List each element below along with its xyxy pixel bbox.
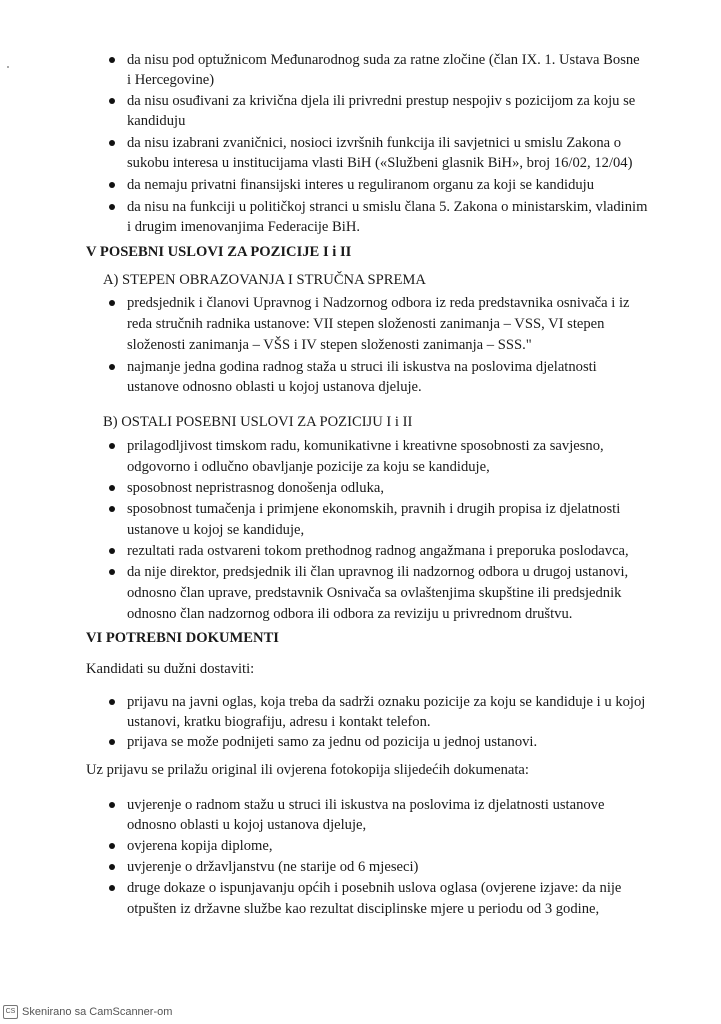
camscanner-logo-icon: CS bbox=[3, 1005, 18, 1019]
bullet-icon bbox=[109, 864, 115, 870]
bullet-icon bbox=[109, 57, 115, 63]
bullet-icon bbox=[109, 182, 115, 188]
bullet-icon bbox=[109, 739, 115, 745]
bullet-icon bbox=[109, 885, 115, 891]
list-item-line: da nije direktor, predsjednik ili član upravnog ili nadzornog odbora u drugoj ustanovi, bbox=[127, 564, 629, 580]
bullet-icon bbox=[109, 699, 115, 705]
list-item-line: odnosno oblasti u kojoj ustanova djeluje, bbox=[127, 817, 367, 833]
scan-artifact bbox=[7, 66, 9, 68]
subsection-b-heading: B) OSTALI POSEBNI USLOVI ZA POZICIJU I i II bbox=[103, 414, 413, 430]
subsection-a-heading: A) STEPEN OBRAZOVANJA I STRUČNA SPREMA bbox=[103, 272, 426, 288]
bullet-icon bbox=[109, 506, 115, 512]
list-item-line: reda stručnih radnika ustanove: VII stepen složenosti zanimanja – VSS, VI stepen bbox=[127, 316, 605, 332]
list-item-line: predsjednik i članovi Upravnog i Nadzornog odbora iz reda predstavnika osnivača i iz bbox=[127, 295, 630, 311]
list-item-line: ustanove odnosno oblasti u kojoj ustanova djeluje. bbox=[127, 379, 422, 395]
list-item-line: sposobnost tumačenja i primjene ekonomskih, pravnih i drugih propisa iz djelatnosti bbox=[127, 501, 621, 517]
list-item-line: ustanove u kojoj se kandiduje, bbox=[127, 522, 305, 538]
watermark-text: Skenirano sa CamScanner-om bbox=[22, 1006, 173, 1018]
bullet-icon bbox=[109, 802, 115, 808]
list-item-line: odnosno član uprave, predstavnik Osnivača sa ovlaštenjima skupštine ili predsjednik bbox=[127, 585, 622, 601]
bullet-icon bbox=[109, 548, 115, 554]
bullet-icon bbox=[109, 485, 115, 491]
list-item-line: da nemaju privatni finansijski interes u reguliranom organu za koji se kandiduju bbox=[127, 177, 595, 193]
list-item-line: ovjerena kopija diplome, bbox=[127, 838, 273, 854]
list-item-line: sukobu interesa u institucijama vlasti BiH («Službeni glasnik BiH», broj 16/02, 12/04) bbox=[127, 155, 633, 171]
list-item-line: prijavu na javni oglas, koja treba da sadrži oznaku pozicije za koju se kandiduje i u kojoj bbox=[127, 694, 646, 710]
bullet-icon bbox=[109, 569, 115, 575]
bullet-icon bbox=[109, 300, 115, 306]
list-item-line: kandiduju bbox=[127, 113, 186, 129]
list-item-line: uvjerenje o državljanstvu (ne starije od 6 mjeseci) bbox=[127, 859, 419, 875]
list-item-line: prijava se može podnijeti samo za jednu od pozicija u jednoj ustanovi. bbox=[127, 734, 538, 750]
list-item-line: druge dokaze o ispunjavanju općih i posebnih uslova oglasa (ovjerene izjave: da nije bbox=[127, 880, 622, 896]
list-item-line: da nisu osuđivani za krivična djela ili privredni prestup nespojiv s pozicijom za koju se bbox=[127, 93, 636, 109]
list-item-line: najmanje jedna godina radnog staža u struci ili iskustva na poslovima djelatnosti bbox=[127, 359, 597, 375]
list-item-line: da nisu izabrani zvaničnici, nosioci izvršnih funkcija ili savjetnici u smislu Zakona o bbox=[127, 135, 622, 151]
section-vi-intro: Kandidati su dužni dostaviti: bbox=[86, 661, 255, 677]
bullet-icon bbox=[109, 204, 115, 210]
bullet-icon bbox=[109, 140, 115, 146]
bullet-icon bbox=[109, 843, 115, 849]
list-item-line: i Hercegovine) bbox=[127, 72, 215, 88]
section-v-heading: V POSEBNI USLOVI ZA POZICIJE I i II bbox=[86, 244, 352, 260]
list-item-line: ustanovi, kratku biografiju, adresu i kontakt telefon. bbox=[127, 714, 431, 730]
list-item-line: odnosno član nadzornog odbora ili odbora za reviziju u privrednom društvu. bbox=[127, 606, 573, 622]
list-item-line: složenosti zanimanja – VŠS i IV stepen složenosti zanimanja – SSS." bbox=[127, 337, 532, 353]
attachments-intro: Uz prijavu se prilažu original ili ovjerena fotokopija slijedećih dokumenata: bbox=[86, 762, 529, 778]
list-item-line: da nisu pod optužnicom Međunarodnog suda za ratne zločine (član IX. 1. Ustava Bosne bbox=[127, 52, 640, 68]
list-item-line: uvjerenje o radnom stažu u struci ili iskustva na poslovima iz djelatnosti ustanove bbox=[127, 797, 605, 813]
list-item-line: rezultati rada ostvareni tokom prethodnog radnog angažmana i preporuka poslodavca, bbox=[127, 543, 629, 559]
section-vi-heading: VI POTREBNI DOKUMENTI bbox=[86, 630, 279, 646]
list-item-line: odgovorno i odlučno obavljanje pozicije za koju se kandiduje, bbox=[127, 459, 490, 475]
bullet-icon bbox=[109, 98, 115, 104]
list-item-line: da nisu na funkciji u političkoj stranci u smislu člana 5. Zakona o ministarskim, vladinim bbox=[127, 199, 648, 215]
list-item-line: sposobnost nepristrasnog donošenja odluka, bbox=[127, 480, 384, 496]
list-item-line: i drugim imenovanjima Federacije BiH. bbox=[127, 219, 361, 235]
camscanner-watermark bbox=[3, 1004, 172, 1020]
list-item-line: prilagodljivost timskom radu, komunikativne i kreativne sposobnosti za savjesno, bbox=[127, 438, 604, 454]
bullet-icon bbox=[109, 443, 115, 449]
list-item-line: otpušten iz državne službe kao rezultat disciplinske mjere u periodu od 3 godine, bbox=[127, 901, 600, 917]
bullet-icon bbox=[109, 364, 115, 370]
